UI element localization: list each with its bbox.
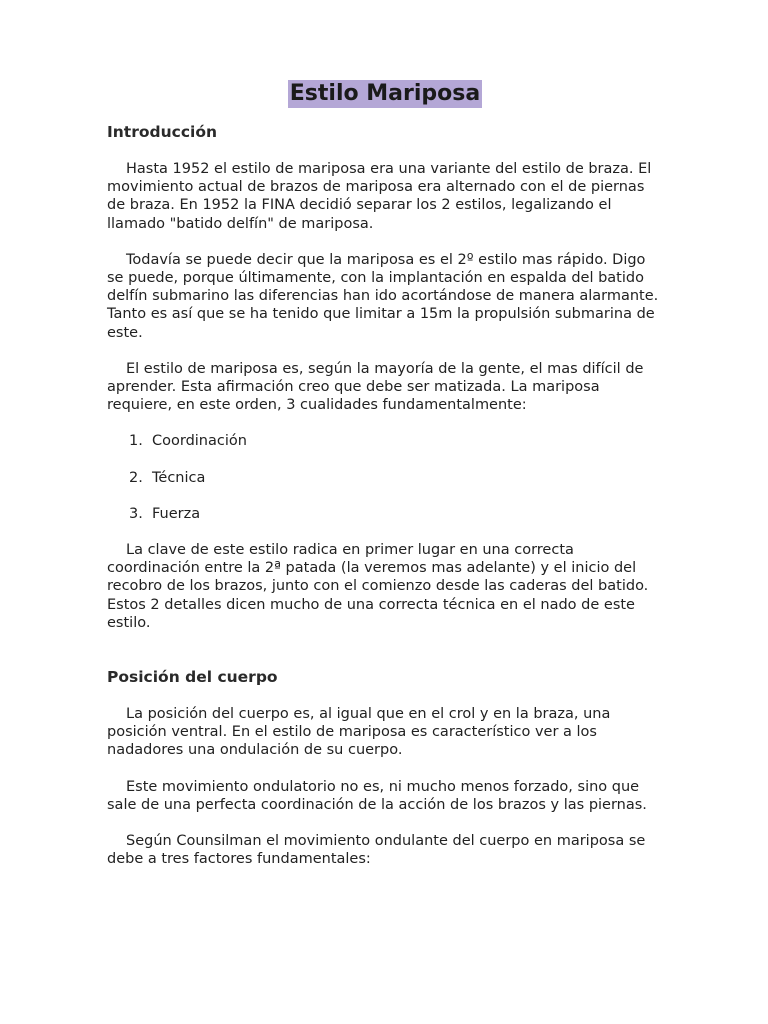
paragraph: El estilo de mariposa es, según la mayoría de la gente, el mas difícil de aprender. Esta afirmación creo que debe ser matizada. La mariposa requiere, en este orden, 3 cualidades fundamentalmente: xyxy=(107,360,644,414)
list-item xyxy=(107,432,663,450)
title-container xyxy=(107,80,663,108)
paragraph: La posición del cuerpo es, al igual que en el crol y en la braza, una posición ventral. En el estilo de mariposa es característico ver a los nadadores una ondulación de su cuerpo. xyxy=(107,706,611,759)
paragraph: La clave de este estilo radica en primer lugar en una correcta coordinación entre la 2ª patada (la veremos mas adelante) y el inicio del recobro de los brazos, junto con el comienzo desde las caderas del batido. Estos 2 detalles dicen mucho de una correcta técnica en el nado de este estilo. xyxy=(107,542,649,631)
document-title: Estilo Mariposa xyxy=(289,81,481,106)
section-heading-posicion: Posición del cuerpo xyxy=(107,668,278,687)
list-number: 3. xyxy=(129,505,143,522)
paragraph: Este movimiento ondulatorio no es, ni mucho menos forzado, sino que sale de una perfecta coordinación de la acción de los brazos y las piernas. xyxy=(107,778,647,813)
list-item-text: Técnica xyxy=(152,469,206,486)
section-heading-introduccion: Introducción xyxy=(107,123,218,141)
paragraph: Según Counsilman el movimiento ondulante del cuerpo en mariposa se debe a tres factores fundamentales: xyxy=(107,833,646,868)
list-item-text: Coordinación xyxy=(152,433,247,450)
document-page xyxy=(107,80,663,886)
list-item xyxy=(107,505,663,523)
paragraph: Todavía se puede decir que la mariposa es el 2º estilo mas rápido. Digo se puede, porque últimamente, con la implantación en espalda del batido delfín submarino las diferencias han ido acortándose de manera alarmante. Tanto es así que se ha tenido que limitar a 15m la propulsión submarina de este. xyxy=(107,251,659,341)
list-number: 1. xyxy=(129,433,143,450)
list-item-text: Fuerza xyxy=(152,505,201,522)
qualities-list xyxy=(107,432,663,523)
list-number: 2. xyxy=(129,469,143,486)
paragraph: Hasta 1952 el estilo de mariposa era una variante del estilo de braza. El movimiento actual de brazos de mariposa era alternado con el de piernas de braza. En 1952 la FINA decidió separar los 2 estilos, legalizando el llamado "batido delfín" de mariposa. xyxy=(107,161,652,232)
list-item xyxy=(107,469,663,487)
